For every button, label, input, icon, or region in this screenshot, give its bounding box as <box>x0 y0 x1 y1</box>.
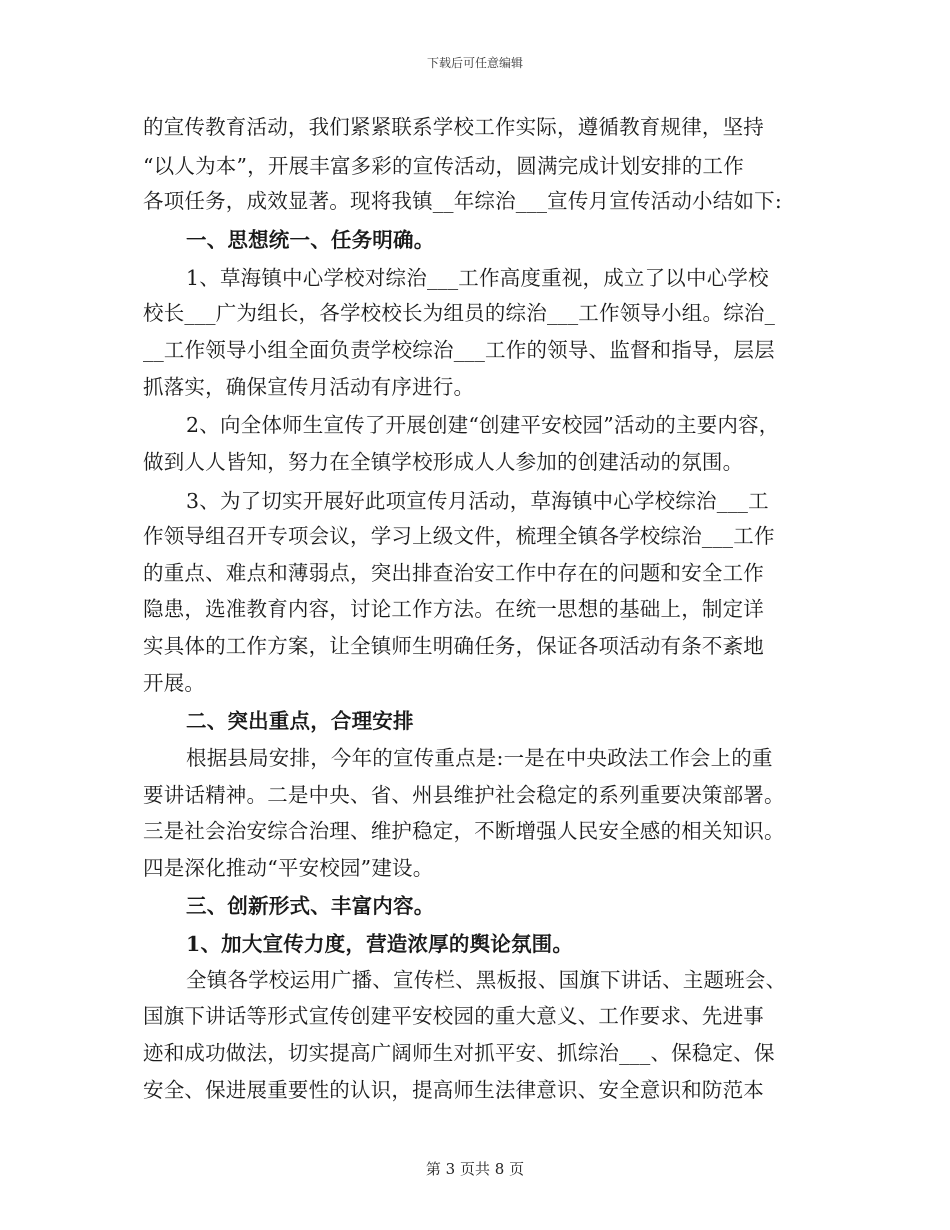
body-line: 做到人人皆知，努力在全镇学校形成人人参加的创建活动的氛围。 <box>143 450 744 474</box>
section-heading: 三、创新形式、丰富内容。 <box>186 894 435 918</box>
body-line: 实具体的工作方案，让全镇师生明确任务，保证各项活动有条不紊地 <box>143 634 764 658</box>
body-line: 3、为了切实开展好此项宣传月活动，草海镇中心学校综治___工 <box>186 489 769 513</box>
body-line: 国旗下讲话等形式宣传创建平安校园的重大意义、工作要求、先进事 <box>143 1004 764 1028</box>
body-line: 作领导组召开专项会议，学习上级文件，梳理全镇各学校综治___工作 <box>143 524 775 548</box>
body-line: 三是社会治安综合治理、维护稳定，不断增强人民安全感的相关知识。 <box>143 819 785 843</box>
body-line: 2、向全体师生宣传了开展创建“创建平安校园”活动的主要内容， <box>186 413 780 437</box>
body-line: 安全、保进展重要性的认识，提高师生法律意识、安全意识和防范本 <box>143 1078 764 1102</box>
body-line: 1、草海镇中心学校对综治___工作高度重视，成立了以中心学校 <box>186 266 769 290</box>
body-line: 的重点、难点和薄弱点，突出排查治安工作中存在的问题和安全工作 <box>143 561 764 585</box>
body-line: 根据县局安排，今年的宣传重点是:一是在中央政法工作会上的重 <box>186 746 773 770</box>
page-header: 下载后可任意编辑 <box>426 56 523 70</box>
body-line: 各项任务，成效显著。现将我镇__年综治___宣传月宣传活动小结如下: <box>143 189 782 213</box>
body-line: 开展。 <box>143 671 206 695</box>
section-heading: 一、思想统一、任务明确。 <box>186 228 435 252</box>
body-line: 要讲话精神。二是中央、省、州县维护社会稳定的系列重要决策部署。 <box>143 783 785 807</box>
body-line: 抓落实，确保宣传月活动有序进行。 <box>143 375 475 399</box>
subsection-heading: 1、加大宣传力度，营造浓厚的舆论氛围。 <box>186 932 574 956</box>
body-line: __工作领导小组全面负责学校综治___工作的领导、监督和指导，层层 <box>143 338 775 362</box>
body-line: 校长___广为组长，各学校校长为组员的综治___工作领导小组。综治_ <box>143 301 776 325</box>
body-line: 的宣传教育活动，我们紧紧联系学校工作实际，遵循教育规律，坚持 <box>143 115 764 139</box>
body-line: 四是深化推动“平安校园”建设。 <box>143 856 434 880</box>
body-line: 迹和成功做法，切实提高广阔师生对抓平安、抓综治___、保稳定、保 <box>143 1041 775 1065</box>
page-footer: 第 3 页共 8 页 <box>425 1160 525 1178</box>
body-line: 隐患，选准教育内容，讨论工作方法。在统一思想的基础上，制定详 <box>143 597 764 621</box>
body-line: “以人为本”，开展丰富多彩的宣传活动，圆满完成计划安排的工作 <box>143 154 744 178</box>
section-heading: 二、突出重点，合理安排 <box>186 709 414 733</box>
body-line: 全镇各学校运用广播、宣传栏、黑板报、国旗下讲话、主题班会、 <box>186 968 787 992</box>
